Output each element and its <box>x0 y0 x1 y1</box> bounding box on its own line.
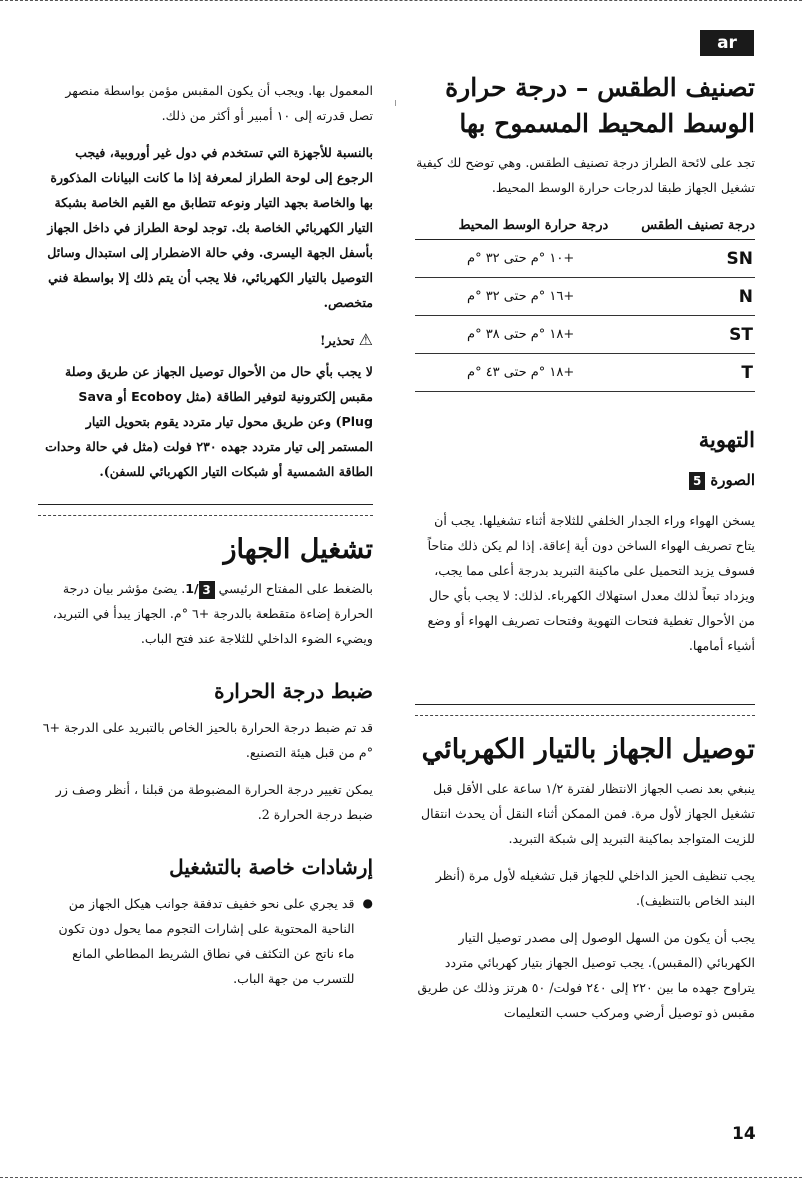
climate-table <box>415 212 755 392</box>
warning-text-start: لا يجب بأي حال من الأحوال توصيل الجهاز عن طريق وصلة مقبس إلكترونية لتوفير الطاقة (مثل <box>65 364 373 404</box>
ventilation-title: التهوية <box>698 427 755 452</box>
page-number: 14 <box>732 1124 756 1144</box>
figure-number-badge: 5 <box>689 472 705 490</box>
table-row <box>415 240 755 278</box>
temperature-range: +١٠ °م حتى ٣٢ °م <box>415 240 608 278</box>
warning-heading <box>38 327 373 353</box>
main-switch-badge: 3 <box>199 581 215 599</box>
brand-ecoboy: Ecoboy <box>131 389 182 404</box>
left-column <box>38 78 373 991</box>
fuse-text: المعمول بها. ويجب أن يكون المقبس مؤمن بواسطة منصهر تصل قدرته إلى ١٠ أمبير أو أكثر من ذلك. <box>65 83 373 123</box>
climate-intro: تجد على لائحة الطراز درجة تصنيف الطقس. وهي توضح لك كيفية تشغيل الجهاز طبقا لدرجات حرارة الوسط المحيط. <box>416 155 755 195</box>
temperature-title: ضبط درجة الحرارة <box>214 679 373 703</box>
temperature-range: +١٨ °م حتى ٤٣ °م <box>415 354 608 392</box>
connect-paragraph-2: يجب تنظيف الحيز الداخلي للجهاز قبل تشغيله لأول مرة (أنظر البند الخاص بالتنظيف). <box>435 868 755 908</box>
table-header-range: درجة حرارة الوسط المحيط <box>415 212 608 240</box>
bullet-icon: ● <box>362 896 373 910</box>
connect-paragraph-3: يجب أن يكون من السهل الوصول إلى مصدر توصيل التيار الكهربائي (المقبس). يجب توصيل الجهاز بتيار كهربائي متردد يتراوح جهده ما بين ٢٢٠ إلى ٢٤٠ فولت/ ٥٠ هرتز وذلك عن طريق مقبس ذو توصيل أرضي ومركب حسب التعليمات <box>417 930 755 1020</box>
figure-label: الصورة <box>710 471 755 489</box>
climate-class: T <box>608 354 755 392</box>
figure-ref: 1/ <box>185 581 199 596</box>
operate-text <box>38 576 373 651</box>
climate-class: N <box>608 278 755 316</box>
table-row <box>415 278 755 316</box>
temperature-range: +١٨ °م حتى ٣٨ °م <box>415 316 608 354</box>
climate-title: تصنيف الطقس – درجة حرارة الوسط المحيط المسموح بها <box>445 73 755 138</box>
list-item <box>38 891 373 991</box>
temperature-range: +١٦ °م حتى ٣٢ °م <box>415 278 608 316</box>
operate-title: تشغيل الجهاز <box>223 534 373 565</box>
ventilation-text: يسخن الهواء وراء الجدار الخلفي للثلاجة أثناء تشغيلها. يجب أن يتاح تصريف الهواء الساخن دون أية إعاقة. إذا لم يكن ذلك متاحاً فسوف يزيد التحميل على ماكينة التبريد بدرجة أعلى مما يجب، ويزداد تبعاً لذلك معدل استهلاك الكهرباء. لذلك: لا يجب بأي حال من الأحوال تغطية فتحات التهوية وفتحات تصريف الهواء أو وضع أشياء أمامها. <box>427 513 755 653</box>
tips-bullet-text: قد يجري على نحو خفيف تدفقة جوانب هيكل الجهاز من الناحية المحتوية على إشارات التجوم مما يحول دون تكون ماء ناتج عن التكثف في نطاق الشريط المطاطي المانع للتسرب من جهة الباب. <box>58 896 355 986</box>
climate-class: SN <box>608 240 755 278</box>
warning-text <box>38 359 373 484</box>
top-dashed-rule <box>0 0 802 5</box>
language-tab: ar <box>700 30 754 56</box>
right-column <box>415 70 755 1037</box>
warning-triangle-icon: ⚠ <box>358 330 373 349</box>
table-row <box>415 354 755 392</box>
section-divider <box>38 504 373 516</box>
table-row <box>415 316 755 354</box>
temperature-paragraph-2: يمكن تغيير درجة الحرارة المضبوطة من قبلنا ، أنظر وصف زر ضبط درجة الحرارة 2. <box>55 782 373 822</box>
warning-text-end: ) وعن طريق محول تيار متردد يقوم بتحويل التيار المستمر إلى تيار متردد جهده ٢٣٠ فولت (مثل في حالة وحدات الطاقة الشمسية أو شبكات التيار الكهربائي للسفن). <box>45 414 373 479</box>
climate-class: ST <box>608 316 755 354</box>
connect-paragraph-1: ينبغي بعد نصب الجهاز الانتظار لفترة ١/٢ ساعة على الأقل قبل تشغيل الجهاز لأول مرة. فمن الممكن أثناء النقل أن يحدث انتقال للزيت المتواجد بماكينة التبريد إلى شبكة التبريد. <box>420 781 755 846</box>
figure-reference <box>415 466 755 494</box>
section-divider <box>415 704 755 716</box>
table-header-class: درجة تصنيف الطقس <box>608 212 755 240</box>
tips-title: إرشادات خاصة بالتشغيل <box>169 855 373 879</box>
connect-title: توصيل الجهاز بالتيار الكهربائي <box>421 734 755 765</box>
operate-text-end: . يضئ مؤشر بيان درجة الحرارة إضاءة متقطعة بالدرجة +٦ °م. الجهاز يبدأ في التبريد، ويضيء الضوء الداخلي للثلاجة عند فتح الباب. <box>52 581 373 646</box>
non-eu-text: بالنسبة للأجهزة التي تستخدم في دول غير أوروبية، فيجب الرجوع إلى لوحة الطراز لمعرفة إذا ما كانت البيانات المذكورة بها والخاصة بجهد التيار ونوعه تتطابق مع القيم الخاصة بشبكة التيار الكهربائي الخاصة بك. توجد لوحة الطراز في داخل الجهاز بأسفل الجهة اليسرى. وفي حالة الاضطرار إلى استبدال وسائل التوصيل بالتيار الكهربائي، فلا يجب أن يتم ذلك إلا بواسطة فني متخصص. <box>47 145 373 310</box>
warning-text-or: أو <box>117 389 127 404</box>
operate-text-start: بالضغط على المفتاح الرئيسي <box>218 581 373 596</box>
temperature-paragraph-1: قد تم ضبط درجة الحرارة بالحيز الخاص بالتبريد على الدرجة +٦ °م من قبل هيئة التصنيع. <box>42 720 373 760</box>
warning-label: تحذير! <box>320 333 355 348</box>
center-tick <box>395 100 396 106</box>
brand-sava-plug: Sava Plug <box>78 389 373 429</box>
